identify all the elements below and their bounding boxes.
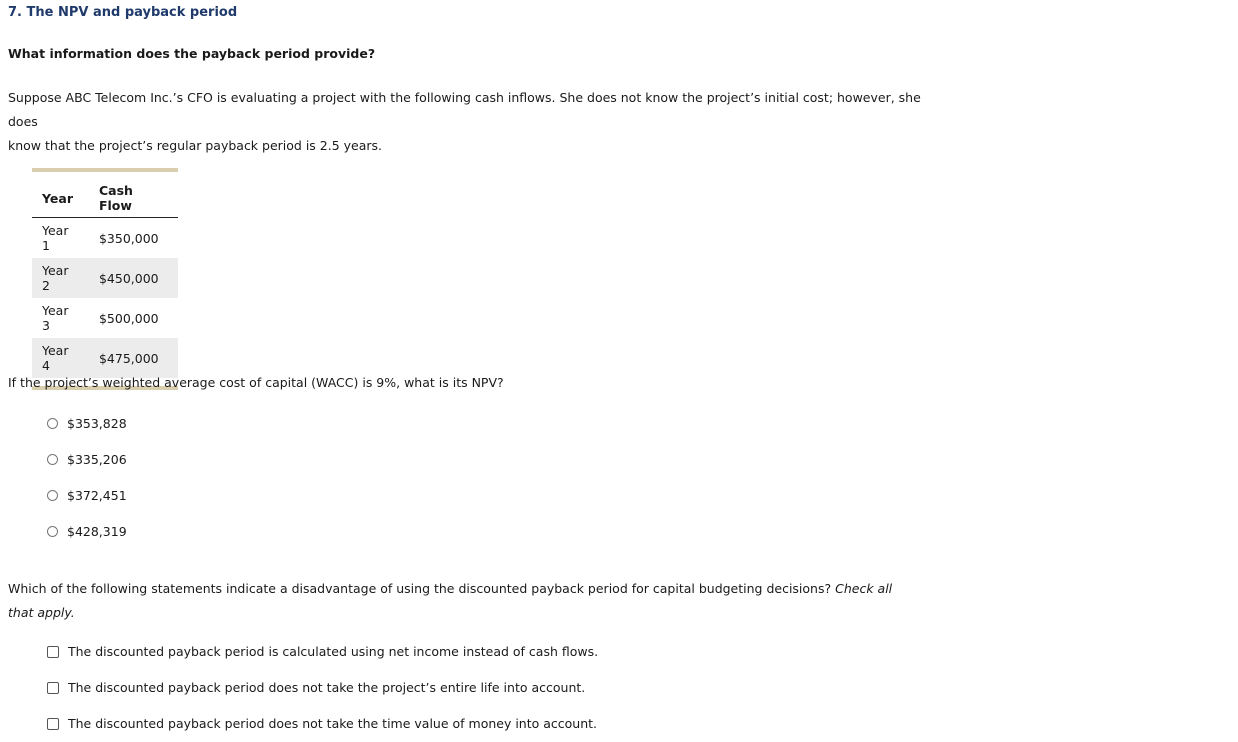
option-label: $335,206 <box>67 452 127 467</box>
year-cell: Year 3 <box>42 303 69 333</box>
cash-flow-cell: $500,000 <box>98 310 159 326</box>
section-heading: What information does the payback period provide? <box>8 46 376 61</box>
radio-button[interactable] <box>47 526 58 537</box>
npv-option-4[interactable] <box>47 524 127 539</box>
option-label: The discounted payback period does not take the project’s entire life into account. <box>68 680 586 695</box>
checkbox[interactable] <box>47 718 59 730</box>
prompt-main: Which of the following statements indicate a disadvantage of using the discounted payback period for capital budgeting decisions? <box>8 581 836 596</box>
table-row <box>32 218 178 259</box>
cash-flow-cell: $450,000 <box>89 258 178 298</box>
checkbox[interactable] <box>47 682 59 694</box>
intro-paragraph <box>8 86 938 158</box>
disadvantage-question-prompt <box>8 577 908 625</box>
cash-flow-cell: $475,000 <box>89 338 178 378</box>
year-cell: Year 4 <box>32 338 89 378</box>
radio-button[interactable] <box>47 454 58 465</box>
table-header-row <box>32 178 178 218</box>
table-row <box>32 298 178 338</box>
option-label: $353,828 <box>67 416 127 431</box>
option-label: $372,451 <box>67 488 127 503</box>
cash-flow-cell: $350,000 <box>98 230 159 246</box>
npv-option-2[interactable] <box>47 452 127 467</box>
radio-button[interactable] <box>47 490 58 501</box>
disadvantage-option-3[interactable] <box>47 716 597 731</box>
question-title: 7. The NPV and payback period <box>8 5 238 20</box>
npv-option-1[interactable] <box>47 416 127 431</box>
prompt-emphasis: Check all that apply. <box>8 581 893 620</box>
disadvantage-option-1[interactable] <box>47 644 598 659</box>
header-year: Year <box>32 178 89 218</box>
intro-line-2: know that the project’s regular payback period is 2.5 years. <box>8 138 382 153</box>
npv-option-3[interactable] <box>47 488 127 503</box>
cash-flow-table <box>32 168 178 390</box>
option-label: The discounted payback period is calculated using net income instead of cash flows. <box>68 644 599 659</box>
header-cash-flow: Cash Flow <box>89 178 178 218</box>
table-row <box>32 258 178 298</box>
intro-line-1: Suppose ABC Telecom Inc.’s CFO is evaluating a project with the following cash inflows. She does not know the project’s initial cost; however, she does <box>8 90 921 129</box>
npv-question-prompt: If the project’s weighted average cost of capital (WACC) is 9%, what is its NPV? <box>8 375 504 390</box>
option-label: $428,319 <box>67 524 127 539</box>
disadvantage-option-2[interactable] <box>47 680 585 695</box>
year-cell: Year 2 <box>32 258 89 298</box>
checkbox[interactable] <box>47 646 59 658</box>
table-row <box>32 338 178 378</box>
option-label: The discounted payback period does not take the time value of money into account. <box>68 716 598 731</box>
year-cell: Year 1 <box>42 223 69 253</box>
radio-button[interactable] <box>47 418 58 429</box>
